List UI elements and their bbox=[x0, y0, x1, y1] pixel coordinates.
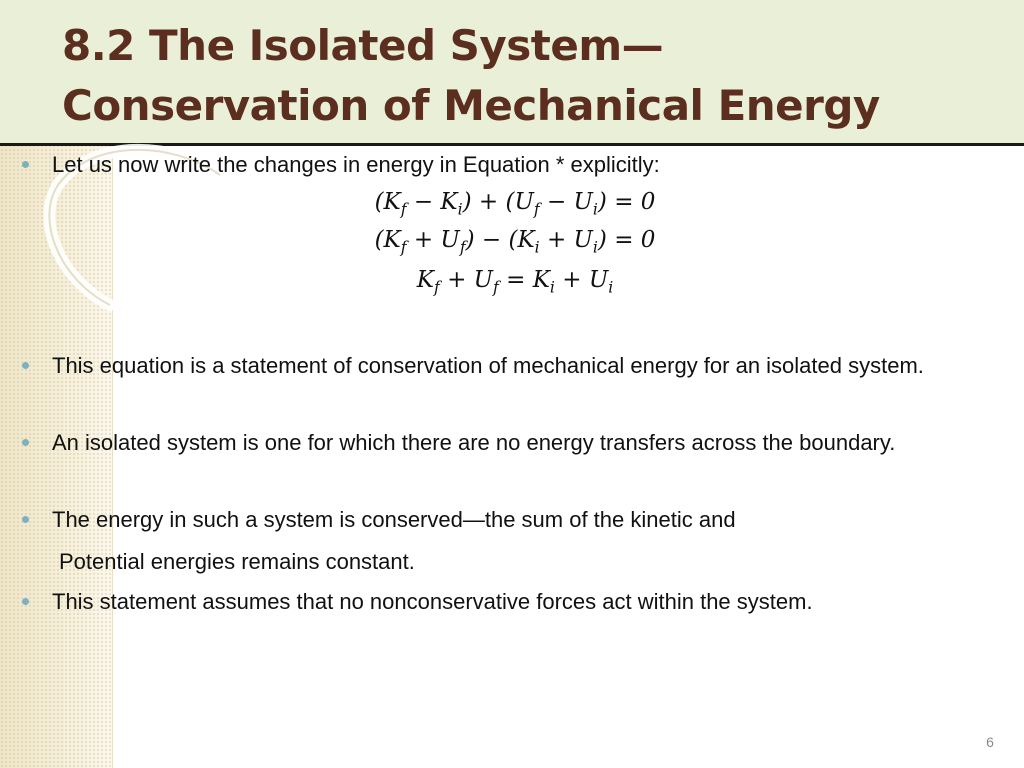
bullet-icon bbox=[22, 362, 29, 369]
bullet-text: The energy in such a system is conserved—the sum of the kinetic and bbox=[52, 507, 736, 532]
slide-title bbox=[62, 16, 992, 136]
bullet-text: This statement assumes that no nonconservative forces act within the system. bbox=[52, 589, 813, 614]
equation-line: $(K_f - K_i) + (U_f - U_i) = 0$ bbox=[374, 189, 656, 219]
equation-line: $(K_f + U_f) - (K_i + U_i) = 0$ bbox=[374, 227, 656, 257]
title-divider bbox=[0, 143, 1024, 146]
title-line-1: 8.2 The Isolated System— bbox=[62, 21, 664, 70]
equation-line: $K_f + U_f = K_i + U_i$ bbox=[416, 267, 614, 297]
bullet-text: An isolated system is one for which there are no energy transfers across the boundary. bbox=[52, 430, 896, 455]
bullet-icon bbox=[22, 516, 29, 523]
bullet-text: This equation is a statement of conservation of mechanical energy for an isolated system. bbox=[52, 353, 924, 378]
bullet-continuation: Potential energies remains constant. bbox=[59, 549, 415, 574]
bullet-icon bbox=[22, 598, 29, 605]
title-line-2: Conservation of Mechanical Energy bbox=[62, 81, 880, 130]
bullet-icon bbox=[22, 161, 29, 168]
bullet-icon bbox=[22, 439, 29, 446]
bullet-text: Let us now write the changes in energy in Equation * explicitly: bbox=[52, 152, 660, 177]
page-number: 6 bbox=[986, 734, 994, 750]
